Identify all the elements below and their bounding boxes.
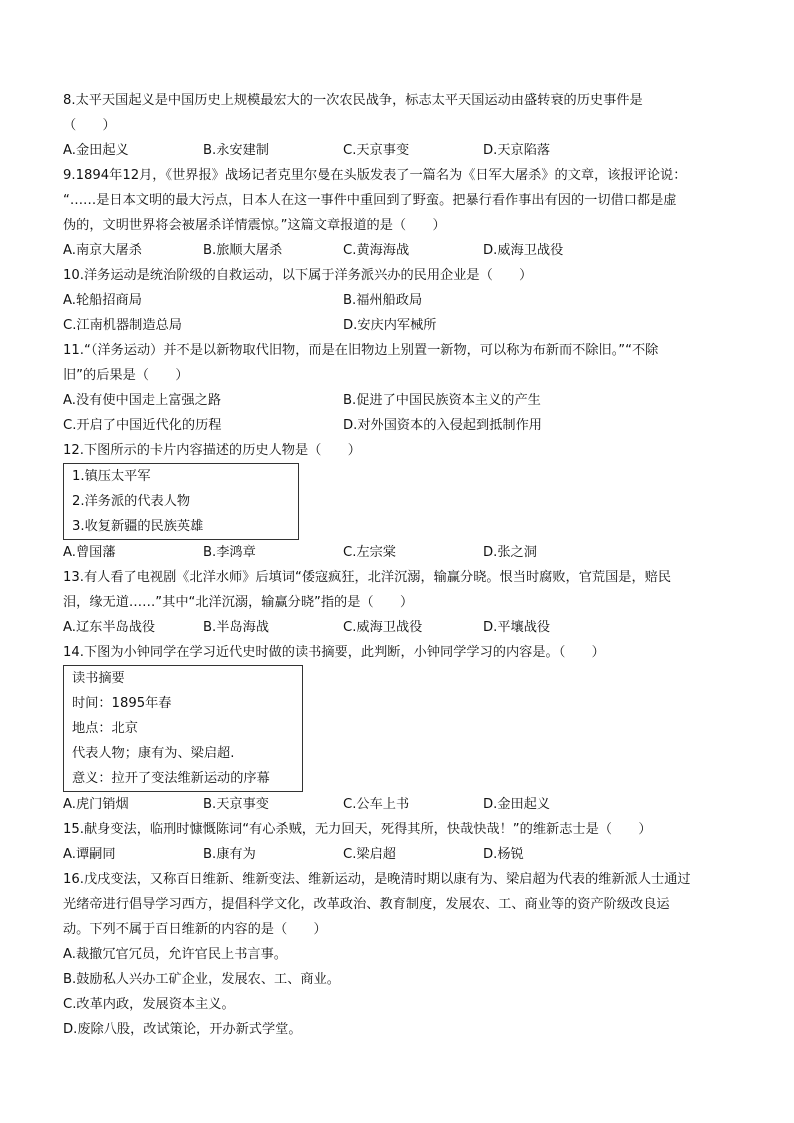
option-b[interactable]: B.天京事变 [203, 797, 269, 812]
option-a[interactable]: A.轮船招商局 [63, 293, 142, 308]
option-a[interactable]: A.裁撤冗官冗员，允许官民上书言事。 [63, 947, 287, 962]
question-stem: 16.戊戌变法，又称百日维新、维新变法、维新运动，是晚清时期以康有为、梁启超为代表的维新派人士通过 [63, 872, 691, 887]
option-c[interactable]: C.公车上书 [343, 797, 410, 812]
option-a[interactable]: A.谭嗣同 [63, 847, 116, 862]
option-c[interactable]: C.梁启超 [343, 847, 396, 862]
option-d[interactable]: D.对外国资本的入侵起到抵制作用 [343, 418, 542, 433]
option-d[interactable]: D.天京陷落 [483, 143, 551, 158]
question-stem: 伪的，文明世界将会被屠杀详情震惊。”这篇文章报道的是（ ） [63, 218, 446, 233]
option-a[interactable]: A.辽东半岛战役 [63, 620, 156, 635]
question-stem: 12.下图所示的卡片内容描述的历史人物是（ ） [63, 443, 361, 458]
question-stem: 8.太平天国起义是中国历史上规模最宏大的一次农民战争，标志太平天国运动由盛转衰的历史事件是 [63, 93, 643, 108]
question-stem: 旧”的后果是（ ） [63, 368, 189, 383]
card-line: 地点：北京 [72, 721, 138, 736]
card-line: 意义：拉开了变法维新运动的序幕 [72, 771, 270, 786]
options-row [63, 792, 735, 817]
question-16 [63, 867, 735, 1042]
question-stem: 动。下列不属于百日维新的内容的是（ ） [63, 922, 327, 937]
option-c[interactable]: C.黄海海战 [343, 243, 410, 258]
option-b[interactable]: B.半岛海战 [203, 620, 269, 635]
question-10 [63, 263, 735, 338]
option-d[interactable]: D.杨锐 [483, 847, 524, 862]
option-c[interactable]: C.天京事变 [343, 143, 410, 158]
option-a[interactable]: A.南京大屠杀 [63, 243, 142, 258]
options-row [63, 138, 735, 163]
option-b[interactable]: B.促进了中国民族资本主义的产生 [343, 393, 541, 408]
question-stem: 光绪帝进行倡导学习西方，提倡科学文化，改革政治、教育制度，发展农、工、商业等的资产阶级改良运 [63, 897, 670, 912]
question-stem: 泪，缘无道……”其中“北洋沉溺，输赢分晓”指的是（ ） [63, 595, 414, 610]
question-15 [63, 817, 735, 867]
option-b[interactable]: B.鼓励私人兴办工矿企业，发展农、工、商业。 [63, 972, 340, 987]
option-c[interactable]: C.江南机器制造总局 [63, 318, 182, 333]
option-b[interactable]: B.旅顺大屠杀 [203, 243, 283, 258]
question-stem: “……是日本文明的最大污点，日本人在这一事件中重回到了野蛮。把暴行看作事出有因的一切借口都是虚 [63, 193, 677, 208]
option-d[interactable]: D.安庆内军械所 [343, 318, 437, 333]
question-stem: 13.有人看了电视剧《北洋水师》后填词“倭寇疯狂，北洋沉溺，输赢分晓。恨当时腐败，官荒国是，赔民 [63, 570, 672, 585]
options-row [63, 238, 735, 263]
option-b[interactable]: B.永安建制 [203, 143, 269, 158]
card-line: 代表人物；康有为、梁启超. [72, 746, 235, 761]
option-c[interactable]: C.左宗棠 [343, 545, 396, 560]
option-c[interactable]: C.开启了中国近代化的历程 [63, 418, 222, 433]
question-stem: 14.下图为小钟同学在学习近代史时做的读书摘要，此判断，小钟同学学习的内容是。（ ） [63, 645, 605, 660]
info-card [63, 463, 299, 540]
card-line: 2.洋务派的代表人物 [72, 494, 191, 509]
question-stem: （ ） [63, 118, 116, 133]
option-c[interactable]: C.威海卫战役 [343, 620, 423, 635]
option-b[interactable]: B.李鸿章 [203, 545, 256, 560]
options-row [63, 615, 735, 640]
options-row [63, 540, 735, 565]
option-a[interactable]: A.金田起义 [63, 143, 129, 158]
reading-summary-card [63, 665, 303, 792]
option-d[interactable]: D.废除八股，改试策论，开办新式学堂。 [63, 1022, 302, 1037]
option-d[interactable]: D.平壤战役 [483, 620, 551, 635]
card-line: 3.收复新疆的民族英雄 [72, 519, 204, 534]
card-line: 1.镇压太平军 [72, 469, 151, 484]
question-stem: 15.献身变法，临刑时慷慨陈词“有心杀贼，无力回天，死得其所，快哉快哉！”的维新志士是（ ） [63, 822, 652, 837]
question-8 [63, 88, 735, 163]
question-stem: 11.“（洋务运动）并不是以新物取代旧物，而是在旧物边上别置一新物，可以称为布新而不除旧。”“不除 [63, 343, 659, 358]
options-row [63, 313, 735, 338]
option-a[interactable]: A.没有使中国走上富强之路 [63, 393, 222, 408]
question-stem: 10.洋务运动是统治阶级的自救运动，以下属于洋务派兴办的民用企业是（ ） [63, 268, 533, 283]
question-12 [63, 438, 735, 565]
options-row [63, 388, 735, 413]
option-a[interactable]: A.虎门销烟 [63, 797, 129, 812]
question-9 [63, 163, 735, 263]
options-row [63, 288, 735, 313]
option-d[interactable]: D.张之洞 [483, 545, 537, 560]
question-14 [63, 640, 735, 817]
options-row [63, 413, 735, 438]
option-d[interactable]: D.金田起义 [483, 797, 551, 812]
options-row [63, 842, 735, 867]
exam-page [63, 88, 735, 1042]
card-line: 读书摘要 [72, 671, 125, 686]
option-a[interactable]: A.曾国藩 [63, 545, 116, 560]
card-line: 时间：1895年春 [72, 696, 172, 711]
option-b[interactable]: B.康有为 [203, 847, 256, 862]
question-11 [63, 338, 735, 438]
question-stem: 9.1894年12月，《世界报》战场记者克里尔曼在头版发表了一篇名为《日军大屠杀》的文章，该报评论说： [63, 168, 687, 183]
option-c[interactable]: C.改革内政，发展资本主义。 [63, 997, 235, 1012]
option-d[interactable]: D.威海卫战役 [483, 243, 564, 258]
option-b[interactable]: B.福州船政局 [343, 293, 423, 308]
question-13 [63, 565, 735, 640]
